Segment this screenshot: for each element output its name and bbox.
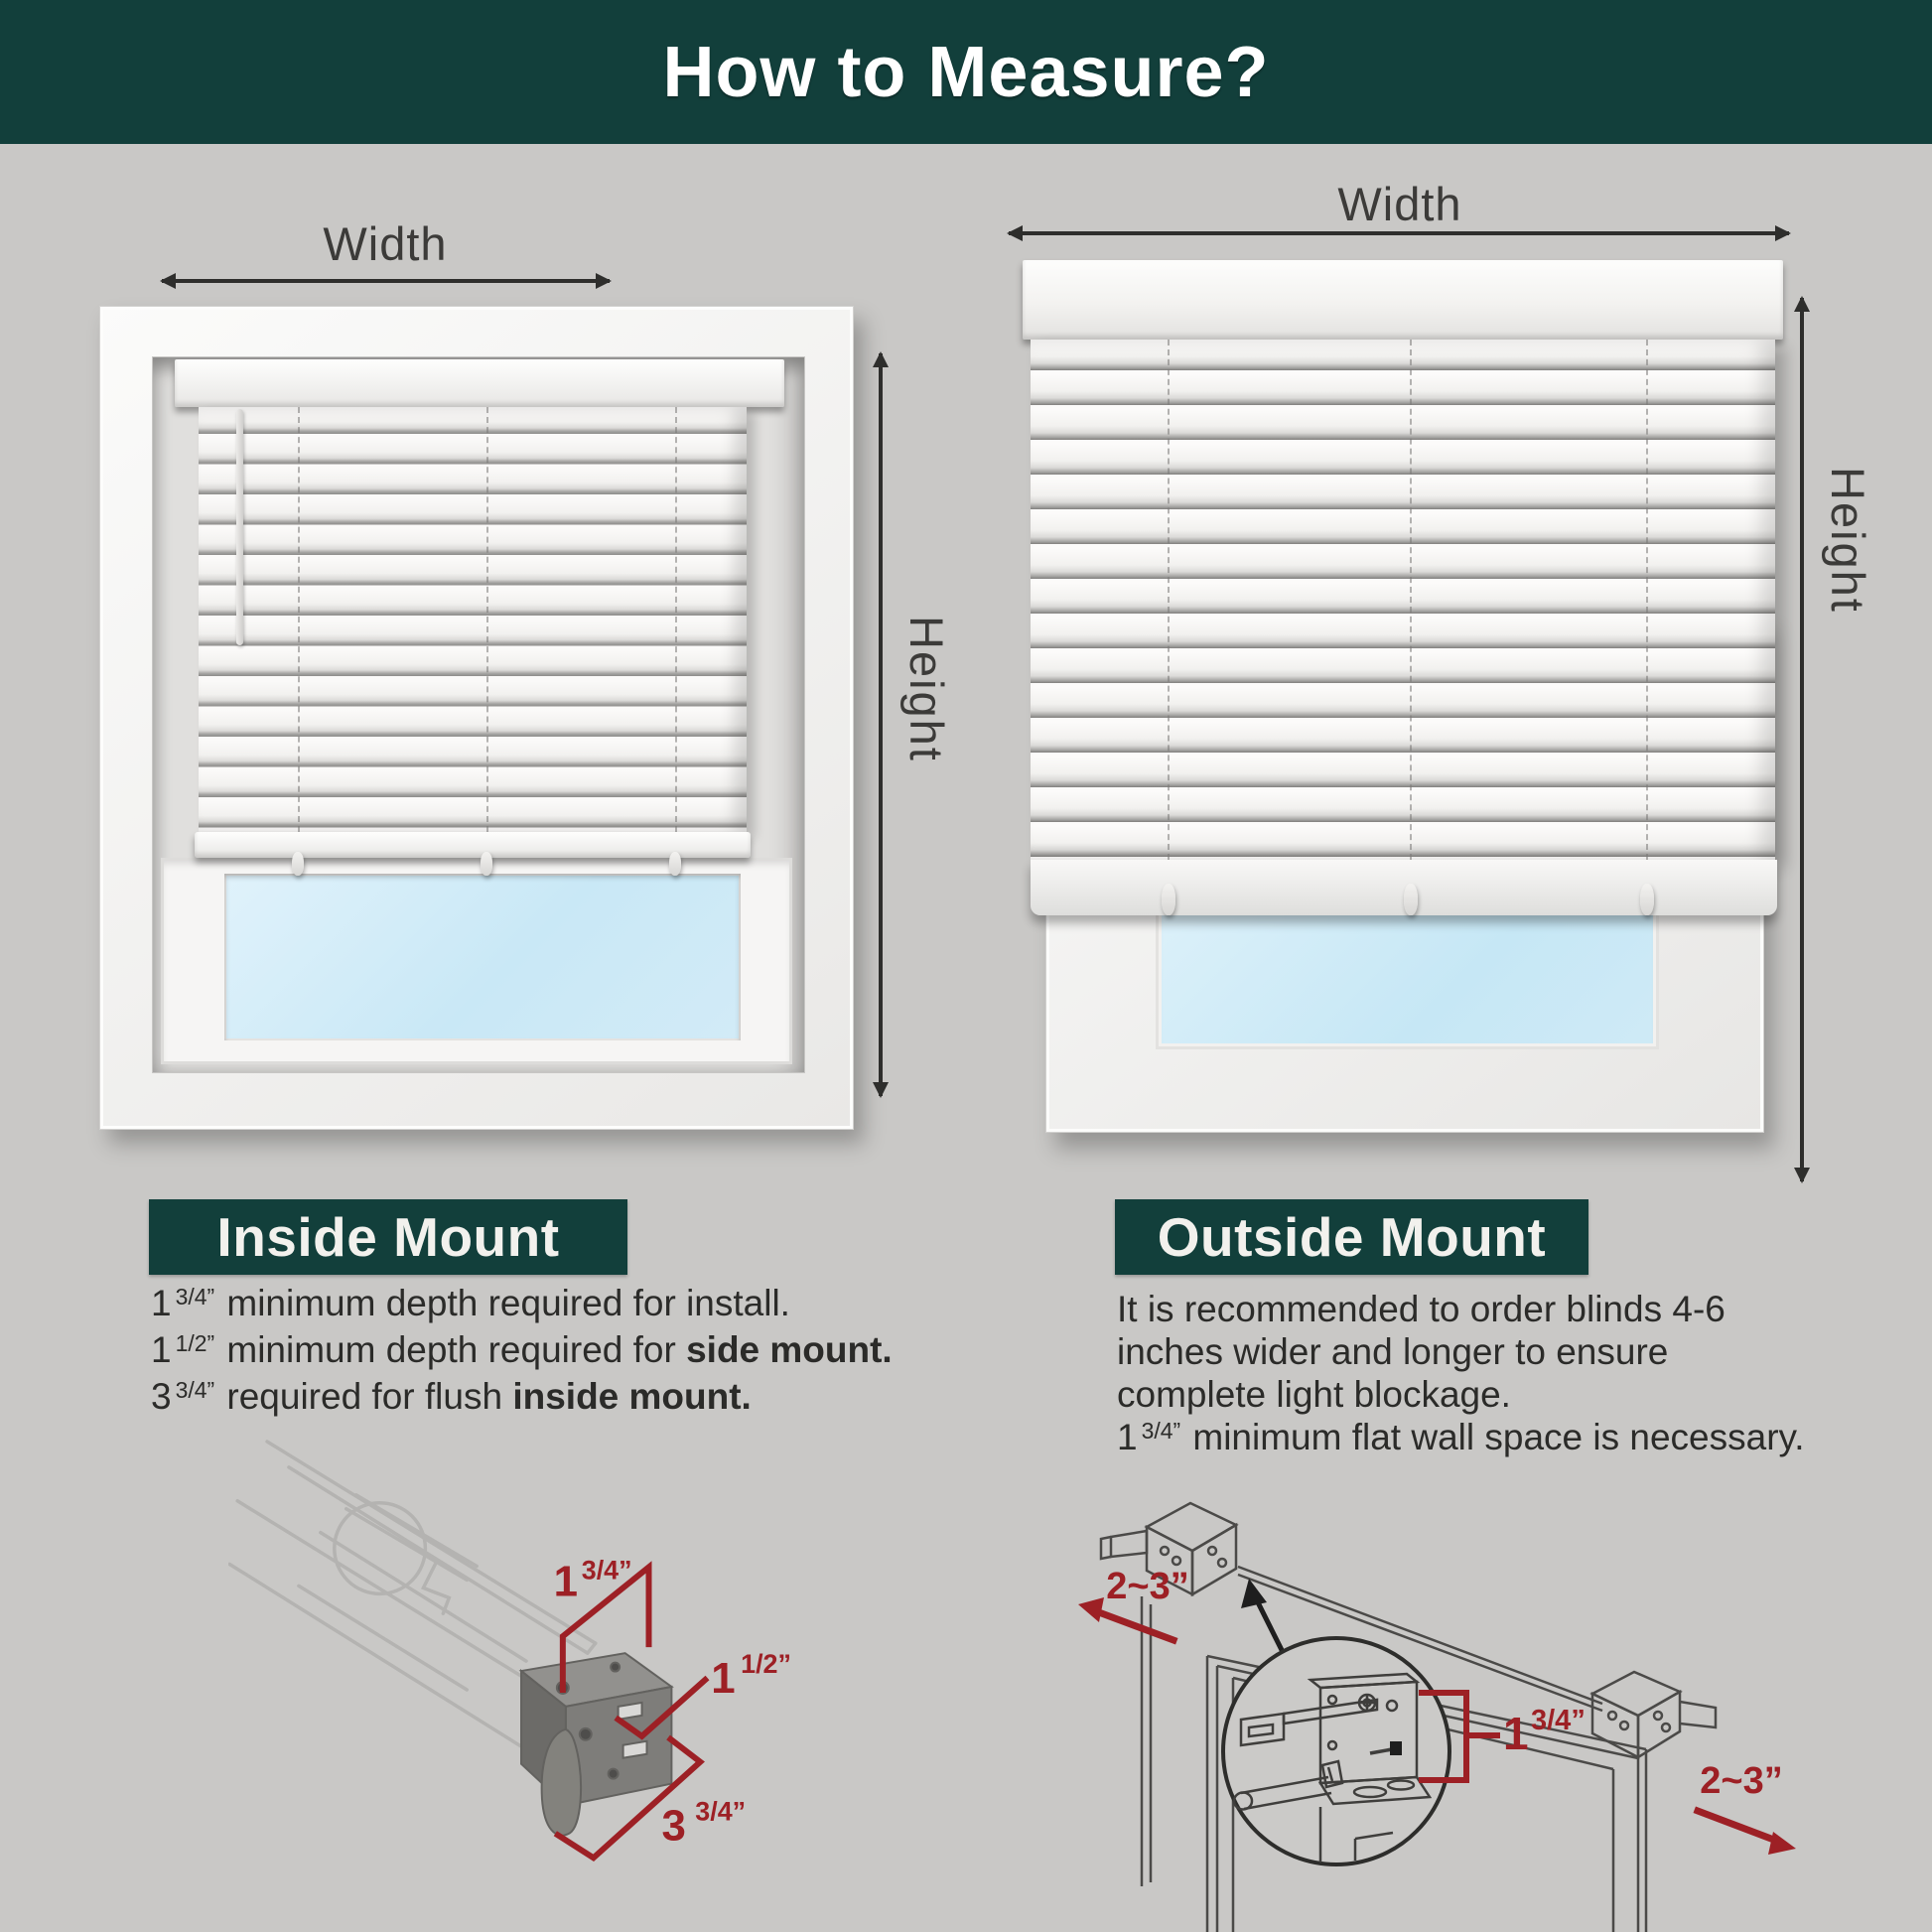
left-gap-label: 2~3”	[1106, 1566, 1189, 1607]
cord-tassel	[1640, 884, 1654, 915]
cord-tassel	[481, 852, 492, 876]
left-gap-arrowhead	[1078, 1597, 1104, 1622]
inside-mount-blinds	[175, 359, 784, 860]
right-gap-arrowhead	[1768, 1832, 1796, 1855]
outside-width-arrow	[1009, 231, 1789, 235]
spec-line: inches wider and longer to ensure	[1117, 1331, 1669, 1372]
window-sash	[161, 858, 792, 1064]
cord-tassel	[1404, 884, 1418, 915]
blinds-bottomrail	[195, 832, 751, 858]
wall-space-number: 1	[1503, 1708, 1529, 1759]
inside-height-label: Height	[900, 616, 953, 762]
lift-cord	[675, 407, 677, 832]
cord-tassel	[292, 852, 304, 876]
inside-height-arrow	[879, 353, 883, 1096]
window-glass	[224, 874, 741, 1040]
lift-cord	[486, 407, 488, 832]
lift-cord	[1410, 340, 1412, 860]
right-mounting-bracket	[1592, 1672, 1716, 1757]
blinds-slats	[1031, 340, 1775, 860]
side-dimension-fraction: 1/2”	[741, 1649, 791, 1680]
depth-dimension-number: 1	[553, 1557, 579, 1606]
spec-line: 1 $^{3/4”}$ minimum flat wall space is necessary.	[1117, 1417, 1805, 1457]
wall-space-fraction: 3/4”	[1531, 1705, 1586, 1736]
flush-dimension-fraction: 3/4”	[695, 1796, 747, 1827]
cord-tassel	[669, 852, 681, 876]
side-dimension-number: 1	[711, 1653, 736, 1703]
flush-dimension-number: 3	[661, 1801, 686, 1851]
outside-mount-heading: Outside Mount	[1115, 1199, 1588, 1275]
lift-cord	[298, 407, 300, 832]
outside-mount-blinds	[1023, 260, 1783, 921]
spec-line: complete light blockage.	[1117, 1374, 1511, 1415]
depth-dimension-fraction: 3/4”	[581, 1555, 632, 1586]
inside-mount-heading: Inside Mount	[149, 1199, 627, 1275]
outside-mount-diagram	[1072, 1479, 1932, 1932]
outside-width-label: Width	[1337, 178, 1462, 230]
outside-height-arrow	[1800, 298, 1804, 1181]
spec-line: 1 $^{3/4”}$ minimum depth required for install.	[151, 1283, 790, 1323]
header-bar	[0, 0, 1932, 144]
blinds-headrail	[175, 359, 784, 407]
spec-line: It is recommended to order blinds 4-6	[1117, 1289, 1725, 1329]
right-gap-label: 2~3”	[1700, 1760, 1783, 1802]
tilt-wand	[236, 409, 243, 645]
spec-line: 1 $^{1/2”}$ minimum depth required for side mount.	[151, 1329, 893, 1370]
outside-height-label: Height	[1822, 467, 1874, 614]
inside-width-arrow	[162, 279, 610, 283]
cord-tassel	[1162, 884, 1175, 915]
blinds-slats	[199, 407, 747, 832]
lift-cord	[1168, 340, 1170, 860]
inside-mount-diagram	[228, 1438, 824, 1932]
inside-width-label: Width	[323, 217, 448, 270]
lift-cord	[1646, 340, 1648, 860]
spec-line: 3 $^{3/4”}$ required for flush inside mount.	[151, 1376, 752, 1417]
page-title: How to Measure?	[662, 32, 1270, 112]
blinds-headrail	[1023, 260, 1783, 340]
